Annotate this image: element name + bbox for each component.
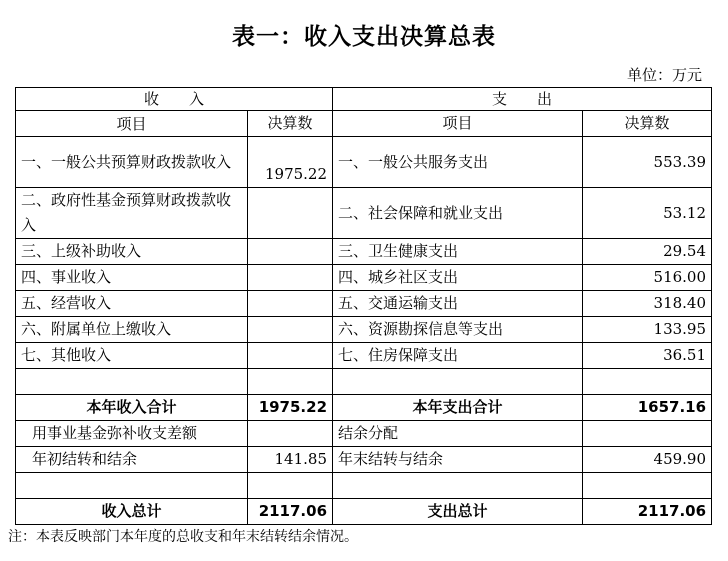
expense-item <box>333 473 583 499</box>
expense-year-total-label: 本年支出合计 <box>333 395 583 421</box>
expense-item <box>333 369 583 395</box>
expense-item: 二、社会保障和就业支出 <box>333 188 583 239</box>
expense-value: 459.90 <box>583 447 712 473</box>
expense-amount-header: 决算数 <box>583 111 712 137</box>
income-item: 三、上级补助收入 <box>16 239 248 265</box>
expense-section-header: 支 出 <box>333 88 712 111</box>
income-amount-header: 决算数 <box>248 111 333 137</box>
income-value <box>248 291 333 317</box>
income-item: 一、一般公共预算财政拨款收入 <box>16 137 248 188</box>
expense-value <box>583 421 712 447</box>
income-item <box>16 473 248 499</box>
income-item: 四、事业收入 <box>16 265 248 291</box>
expense-item: 七、住房保障支出 <box>333 343 583 369</box>
expense-value: 36.51 <box>583 343 712 369</box>
table-row <box>16 369 712 395</box>
expense-item: 年末结转与结余 <box>333 447 583 473</box>
expense-grand-total-value: 2117.06 <box>583 499 712 525</box>
income-value <box>248 473 333 499</box>
unit-label: 单位：万元 <box>626 66 702 84</box>
income-value: 141.85 <box>248 447 333 473</box>
page-title: 表一：收入支出决算总表 <box>232 24 496 50</box>
expense-value: 29.54 <box>583 239 712 265</box>
table-row <box>16 291 712 317</box>
income-value <box>248 188 333 239</box>
table-row <box>16 421 712 447</box>
grand-total-row <box>16 499 712 525</box>
income-value <box>248 421 333 447</box>
expense-grand-total-label: 支出总计 <box>333 499 583 525</box>
table-row <box>16 343 712 369</box>
income-expense-table <box>15 87 712 525</box>
income-value: 1975.22 <box>248 137 333 188</box>
table-row <box>16 137 712 188</box>
income-value <box>248 343 333 369</box>
expense-value: 133.95 <box>583 317 712 343</box>
income-year-total-value: 1975.22 <box>248 395 333 421</box>
expense-item: 四、城乡社区支出 <box>333 265 583 291</box>
expense-value: 318.40 <box>583 291 712 317</box>
income-year-total-label: 本年收入合计 <box>16 395 248 421</box>
expense-item: 五、交通运输支出 <box>333 291 583 317</box>
footnote: 注：本表反映部门本年度的总收支和年末结转结余情况。 <box>8 529 358 545</box>
expense-item-header: 项目 <box>333 111 583 137</box>
income-item: 七、其他收入 <box>16 343 248 369</box>
income-value <box>248 265 333 291</box>
income-section-header: 收 入 <box>16 88 333 111</box>
income-item: 年初结转和结余 <box>16 447 248 473</box>
income-item-header: 项目 <box>16 111 248 137</box>
table-row <box>16 473 712 499</box>
income-item <box>16 369 248 395</box>
expense-value: 516.00 <box>583 265 712 291</box>
income-item: 五、经营收入 <box>16 291 248 317</box>
table-row <box>16 317 712 343</box>
table-row <box>16 447 712 473</box>
expense-item: 三、卫生健康支出 <box>333 239 583 265</box>
expense-value <box>583 473 712 499</box>
expense-year-total-value: 1657.16 <box>583 395 712 421</box>
table-row <box>16 265 712 291</box>
expense-item: 结余分配 <box>333 421 583 447</box>
expense-value: 53.12 <box>583 188 712 239</box>
expense-item: 六、资源勘探信息等支出 <box>333 317 583 343</box>
section-header-row <box>16 88 712 111</box>
expense-value <box>583 369 712 395</box>
income-value <box>248 239 333 265</box>
income-item: 六、附属单位上缴收入 <box>16 317 248 343</box>
income-value <box>248 317 333 343</box>
table-row <box>16 239 712 265</box>
column-header-row <box>16 111 712 137</box>
income-item: 用事业基金弥补收支差额 <box>16 421 248 447</box>
table-row <box>16 188 712 239</box>
income-grand-total-label: 收入总计 <box>16 499 248 525</box>
year-total-row <box>16 395 712 421</box>
expense-value: 553.39 <box>583 137 712 188</box>
income-item: 二、政府性基金预算财政拨款收入 <box>16 188 248 239</box>
expense-item: 一、一般公共服务支出 <box>333 137 583 188</box>
income-value <box>248 369 333 395</box>
income-grand-total-value: 2117.06 <box>248 499 333 525</box>
